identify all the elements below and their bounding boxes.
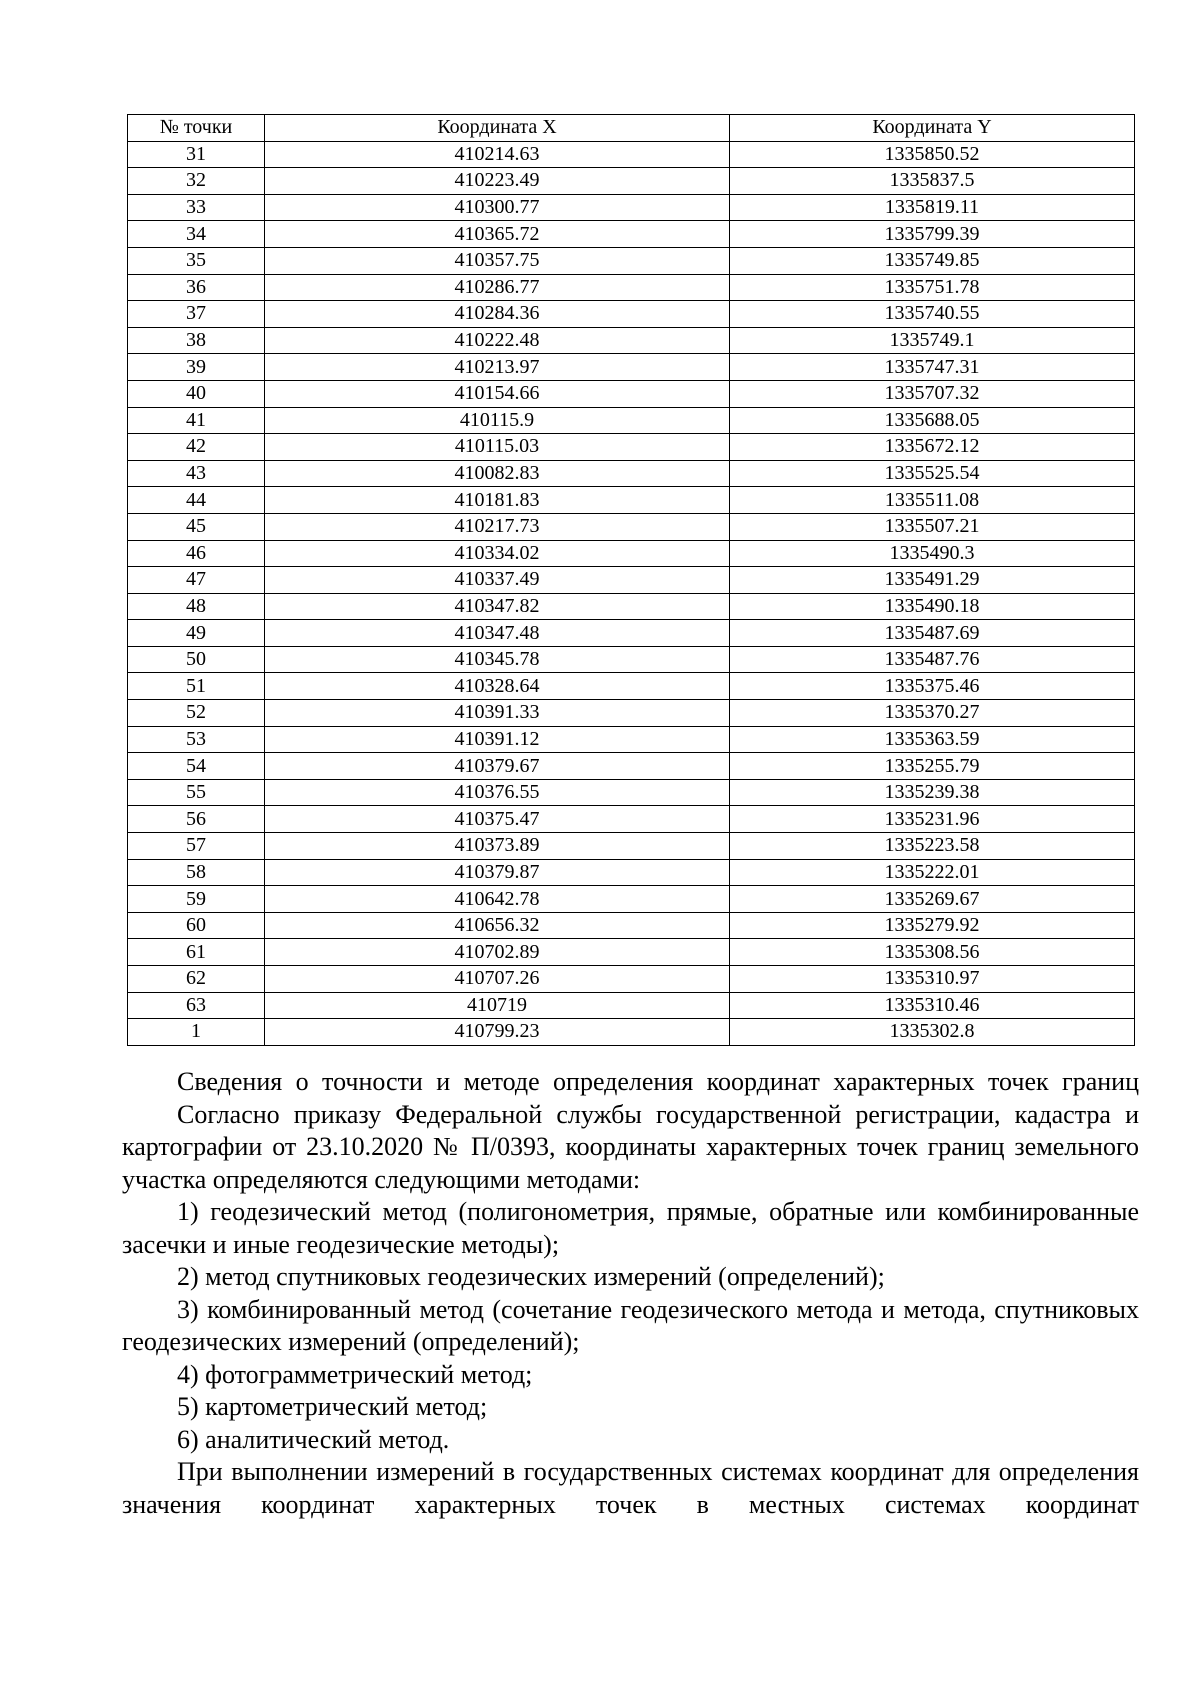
- cell-point-number: 33: [128, 194, 265, 221]
- cell-coordinate-x: 410365.72: [265, 221, 730, 248]
- cell-point-number: 1: [128, 1019, 265, 1046]
- cell-point-number: 56: [128, 806, 265, 833]
- table-row: [128, 221, 1135, 248]
- cell-coordinate-y: 1335279.92: [730, 912, 1135, 939]
- cell-coordinate-x: 410284.36: [265, 301, 730, 328]
- table-row: [128, 806, 1135, 833]
- cell-coordinate-x: 410222.48: [265, 327, 730, 354]
- cell-coordinate-y: 1335487.76: [730, 646, 1135, 673]
- cell-coordinate-y: 1335490.18: [730, 593, 1135, 620]
- cell-coordinate-y: 1335707.32: [730, 380, 1135, 407]
- table-row: [128, 620, 1135, 647]
- cell-coordinate-x: 410391.12: [265, 726, 730, 753]
- cell-coordinate-y: 1335819.11: [730, 194, 1135, 221]
- cell-coordinate-x: 410345.78: [265, 646, 730, 673]
- cell-coordinate-y: 1335491.29: [730, 567, 1135, 594]
- table-row: [128, 992, 1135, 1019]
- cell-point-number: 41: [128, 407, 265, 434]
- cell-point-number: 36: [128, 274, 265, 301]
- table-row: [128, 700, 1135, 727]
- table-row: [128, 513, 1135, 540]
- method-item-6: 6) аналитический метод.: [177, 1424, 450, 1454]
- method-item-3: 3) комбинированный метод (сочетание геодезического метода и метода, спутниковых геодезических измерений (определений);: [122, 1294, 1139, 1356]
- cell-coordinate-y: 1335231.96: [730, 806, 1135, 833]
- cell-point-number: 53: [128, 726, 265, 753]
- cell-coordinate-y: 1335688.05: [730, 407, 1135, 434]
- cell-coordinate-y: 1335751.78: [730, 274, 1135, 301]
- table-header-row: [128, 115, 1135, 142]
- cell-coordinate-x: 410217.73: [265, 513, 730, 540]
- cell-coordinate-x: 410181.83: [265, 487, 730, 514]
- cell-point-number: 57: [128, 833, 265, 860]
- cell-point-number: 38: [128, 327, 265, 354]
- cell-point-number: 55: [128, 779, 265, 806]
- cell-coordinate-y: 1335672.12: [730, 434, 1135, 461]
- cell-coordinate-x: 410154.66: [265, 380, 730, 407]
- cell-coordinate-x: 410347.82: [265, 593, 730, 620]
- header-coordinate-x: Координата X: [265, 115, 730, 142]
- cell-point-number: 42: [128, 434, 265, 461]
- cell-point-number: 51: [128, 673, 265, 700]
- cell-coordinate-x: 410719: [265, 992, 730, 1019]
- cell-point-number: 34: [128, 221, 265, 248]
- table-row: [128, 1019, 1135, 1046]
- cell-point-number: 32: [128, 168, 265, 195]
- cell-coordinate-y: 1335255.79: [730, 753, 1135, 780]
- cell-coordinate-y: 1335363.59: [730, 726, 1135, 753]
- table-row: [128, 354, 1135, 381]
- table-row: [128, 673, 1135, 700]
- cell-point-number: 60: [128, 912, 265, 939]
- table-row: [128, 939, 1135, 966]
- table-row: [128, 247, 1135, 274]
- cell-coordinate-x: 410337.49: [265, 567, 730, 594]
- cell-coordinate-y: 1335511.08: [730, 487, 1135, 514]
- document-text: [122, 1066, 1139, 1521]
- cell-coordinate-x: 410082.83: [265, 460, 730, 487]
- table-row: [128, 141, 1135, 168]
- cell-coordinate-y: 1335740.55: [730, 301, 1135, 328]
- table-row: [128, 886, 1135, 913]
- cell-coordinate-x: 410328.64: [265, 673, 730, 700]
- cell-coordinate-x: 410213.97: [265, 354, 730, 381]
- cell-point-number: 44: [128, 487, 265, 514]
- cell-coordinate-x: 410300.77: [265, 194, 730, 221]
- cell-coordinate-y: 1335490.3: [730, 540, 1135, 567]
- cell-point-number: 37: [128, 301, 265, 328]
- cell-point-number: 61: [128, 939, 265, 966]
- cell-coordinate-x: 410357.75: [265, 247, 730, 274]
- cell-point-number: 62: [128, 966, 265, 993]
- table-row: [128, 168, 1135, 195]
- table-row: [128, 593, 1135, 620]
- coordinates-table: [127, 114, 1135, 1046]
- paragraph-order-reference: Согласно приказу Федеральной службы государственной регистрации, кадастра и картографии от 23.10.2020 № П/0393, координаты характерных точек границ земельного участка определяются следующими методами:: [122, 1099, 1139, 1194]
- cell-coordinate-x: 410376.55: [265, 779, 730, 806]
- cell-point-number: 48: [128, 593, 265, 620]
- header-point-number: № точки: [128, 115, 265, 142]
- table-body: [128, 141, 1135, 1045]
- table-row: [128, 487, 1135, 514]
- cell-coordinate-y: 1335310.97: [730, 966, 1135, 993]
- cell-coordinate-y: 1335375.46: [730, 673, 1135, 700]
- table-row: [128, 274, 1135, 301]
- cell-point-number: 59: [128, 886, 265, 913]
- cell-point-number: 40: [128, 380, 265, 407]
- method-item-5: 5) картометрический метод;: [177, 1392, 488, 1421]
- cell-point-number: 47: [128, 567, 265, 594]
- table-row: [128, 327, 1135, 354]
- cell-coordinate-y: 1335799.39: [730, 221, 1135, 248]
- cell-coordinate-x: 410379.67: [265, 753, 730, 780]
- cell-coordinate-x: 410642.78: [265, 886, 730, 913]
- table-row: [128, 460, 1135, 487]
- table-row: [128, 779, 1135, 806]
- cell-point-number: 35: [128, 247, 265, 274]
- cell-coordinate-y: 1335308.56: [730, 939, 1135, 966]
- table-row: [128, 301, 1135, 328]
- table-row: [128, 859, 1135, 886]
- cell-coordinate-y: 1335302.8: [730, 1019, 1135, 1046]
- cell-coordinate-x: 410223.49: [265, 168, 730, 195]
- cell-coordinate-x: 410373.89: [265, 833, 730, 860]
- cell-point-number: 31: [128, 141, 265, 168]
- cell-coordinate-x: 410379.87: [265, 859, 730, 886]
- cell-coordinate-x: 410375.47: [265, 806, 730, 833]
- table-row: [128, 646, 1135, 673]
- cell-coordinate-y: 1335747.31: [730, 354, 1135, 381]
- table-row: [128, 726, 1135, 753]
- table-row: [128, 194, 1135, 221]
- cell-coordinate-x: 410391.33: [265, 700, 730, 727]
- cell-point-number: 39: [128, 354, 265, 381]
- cell-coordinate-x: 410286.77: [265, 274, 730, 301]
- method-item-4: 4) фотограмметрический метод;: [177, 1359, 533, 1389]
- cell-point-number: 54: [128, 753, 265, 780]
- cell-coordinate-y: 1335239.38: [730, 779, 1135, 806]
- cell-coordinate-x: 410214.63: [265, 141, 730, 168]
- header-coordinate-y: Координата Y: [730, 115, 1135, 142]
- section-heading-accuracy: Сведения о точности и методе определения координат характерных точек границ: [177, 1067, 1139, 1096]
- cell-coordinate-y: 1335837.5: [730, 168, 1135, 195]
- cell-coordinate-y: 1335850.52: [730, 141, 1135, 168]
- table-row: [128, 434, 1135, 461]
- cell-point-number: 45: [128, 513, 265, 540]
- method-item-2: 2) метод спутниковых геодезических измерений (определений);: [177, 1262, 885, 1291]
- cell-coordinate-x: 410707.26: [265, 966, 730, 993]
- cell-coordinate-x: 410799.23: [265, 1019, 730, 1046]
- cell-coordinate-y: 1335310.46: [730, 992, 1135, 1019]
- cell-coordinate-x: 410115.03: [265, 434, 730, 461]
- cell-coordinate-x: 410656.32: [265, 912, 730, 939]
- cell-coordinate-y: 1335269.67: [730, 886, 1135, 913]
- cell-point-number: 49: [128, 620, 265, 647]
- cell-coordinate-y: 1335749.1: [730, 327, 1135, 354]
- cell-point-number: 63: [128, 992, 265, 1019]
- cell-coordinate-y: 1335487.69: [730, 620, 1135, 647]
- cell-coordinate-x: 410115.9: [265, 407, 730, 434]
- cell-coordinate-x: 410334.02: [265, 540, 730, 567]
- cell-coordinate-y: 1335749.85: [730, 247, 1135, 274]
- cell-coordinate-y: 1335370.27: [730, 700, 1135, 727]
- cell-point-number: 52: [128, 700, 265, 727]
- method-item-1: 1) геодезический метод (полигонометрия, прямые, обратные или комбинированные засечки и иные геодезические методы);: [122, 1197, 1139, 1259]
- cell-coordinate-x: 410347.48: [265, 620, 730, 647]
- cell-point-number: 46: [128, 540, 265, 567]
- cell-point-number: 43: [128, 460, 265, 487]
- table-row: [128, 753, 1135, 780]
- table-row: [128, 407, 1135, 434]
- cell-point-number: 50: [128, 646, 265, 673]
- cell-coordinate-y: 1335223.58: [730, 833, 1135, 860]
- cell-coordinate-x: 410702.89: [265, 939, 730, 966]
- cell-coordinate-y: 1335525.54: [730, 460, 1135, 487]
- cell-coordinate-y: 1335222.01: [730, 859, 1135, 886]
- table-row: [128, 833, 1135, 860]
- table-row: [128, 912, 1135, 939]
- table-row: [128, 380, 1135, 407]
- table-row: [128, 567, 1135, 594]
- table-row: [128, 966, 1135, 993]
- cell-point-number: 58: [128, 859, 265, 886]
- paragraph-measurements: При выполнении измерений в государственных системах координат для определения значения координат характерных точек в местных системах координат: [122, 1457, 1139, 1519]
- table-row: [128, 540, 1135, 567]
- cell-coordinate-y: 1335507.21: [730, 513, 1135, 540]
